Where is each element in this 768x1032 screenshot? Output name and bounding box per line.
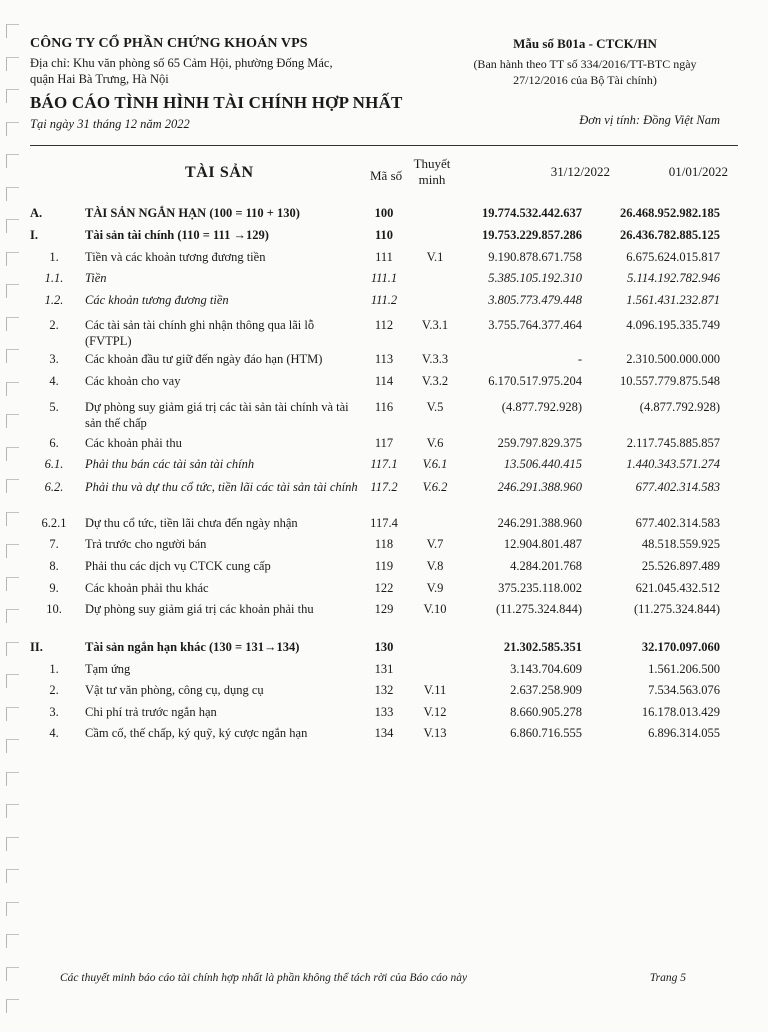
row-label: Chi phí trả trước ngắn hạn	[85, 705, 217, 719]
row-number: 1.2.	[44, 293, 64, 307]
row-label: Tiền và các khoản tương đương tiền	[85, 250, 266, 264]
row-number: 3.	[49, 352, 59, 366]
row-code: 132	[374, 683, 394, 697]
footer-note: Các thuyết minh báo cáo tài chính hợp nhất là phần không thể tách rời của Báo cáo này	[60, 972, 468, 984]
row-code: 110	[374, 228, 394, 242]
row-label: Cầm cố, thế chấp, ký quỹ, ký cược ngắn hạn	[85, 726, 308, 740]
row-number: I.	[30, 228, 38, 242]
row-value-31-12-2022: 4.284.201.768	[510, 559, 582, 573]
row-value-01-01-2022: (11.275.324.844)	[634, 602, 720, 616]
row-code: 122	[374, 581, 394, 595]
row-note: V.11	[423, 683, 447, 697]
row-value-31-12-2022: 6.860.716.555	[510, 726, 582, 740]
form-reference	[450, 36, 720, 88]
row-value-01-01-2022: 7.534.563.076	[648, 683, 720, 697]
row-value-31-12-2022: 3.805.773.479.448	[488, 293, 582, 307]
binder-hole	[6, 609, 19, 623]
row-code: 100	[374, 206, 394, 220]
row-value-31-12-2022: 375.235.118.002	[498, 581, 582, 595]
binder-hole	[6, 772, 19, 786]
row-number: 3.	[49, 705, 59, 719]
binder-hole	[6, 869, 19, 883]
row-value-01-01-2022: 677.402.314.583	[635, 480, 720, 494]
row-value-01-01-2022: 6.675.624.015.817	[626, 250, 720, 264]
row-value-31-12-2022: (11.275.324.844)	[496, 602, 582, 616]
col-header-date-1: 31/12/2022	[550, 164, 610, 179]
row-value-01-01-2022: 4.096.195.335.749	[626, 318, 720, 332]
binder-hole	[6, 674, 19, 688]
row-value-01-01-2022: 677.402.314.583	[635, 516, 720, 530]
page-number: Trang 5	[649, 972, 686, 984]
binder-hole	[6, 447, 19, 461]
row-number: A.	[30, 206, 43, 220]
row-note: V.1	[426, 250, 444, 264]
binder-hole	[6, 382, 19, 396]
row-value-31-12-2022: 5.385.105.192.310	[488, 271, 582, 285]
col-header-date-2: 01/01/2022	[668, 164, 728, 179]
row-value-01-01-2022: 16.178.013.429	[641, 705, 720, 719]
row-number: 1.	[49, 250, 59, 264]
row-value-31-12-2022: 8.660.905.278	[510, 705, 582, 719]
row-value-01-01-2022: 1.440.343.571.274	[626, 457, 720, 471]
binder-hole	[6, 739, 19, 753]
row-note: V.6	[426, 436, 444, 450]
row-code: 114	[374, 374, 394, 388]
binder-hole	[6, 57, 19, 71]
form-note: (Ban hành theo TT số 334/2016/TT-BTC ngày 27/12/2016 của Bộ Tài chính)	[473, 57, 697, 87]
row-code: 117	[374, 436, 394, 450]
binder-hole	[6, 479, 19, 493]
binder-hole	[6, 707, 19, 721]
row-value-01-01-2022: 1.561.431.232.871	[626, 293, 720, 307]
binder-hole	[6, 122, 19, 136]
row-label: Các khoản đầu tư giữ đến ngày đáo hạn (HTM)	[85, 352, 323, 366]
row-label: Tạm ứng	[85, 662, 131, 676]
row-label: Phải thu các dịch vụ CTCK cung cấp	[85, 559, 271, 573]
row-code: 133	[374, 705, 394, 719]
report-title: BÁO CÁO TÌNH HÌNH TÀI CHÍNH HỢP NHẤT	[30, 93, 403, 112]
row-number: 4.	[49, 726, 59, 740]
binder-holes	[6, 24, 24, 1032]
row-value-01-01-2022: (4.877.792.928)	[639, 400, 720, 414]
row-number: 10.	[46, 602, 62, 616]
row-label: Dự thu cổ tức, tiền lãi chưa đến ngày nhận	[85, 516, 298, 530]
row-value-31-12-2022: 6.170.517.975.204	[488, 374, 582, 388]
binder-hole	[6, 512, 19, 526]
row-number: 2.	[49, 318, 59, 332]
row-label: Phải thu bán các tài sản tài chính	[85, 457, 255, 471]
row-value-31-12-2022: 2.637.258.909	[510, 683, 582, 697]
row-value-31-12-2022: 19.753.229.857.286	[482, 228, 582, 242]
row-value-31-12-2022: 19.774.532.442.637	[482, 206, 582, 220]
row-label: Phải thu và dự thu cổ tức, tiền lãi các tài sản tài chính	[85, 480, 358, 494]
row-value-01-01-2022: 621.045.432.512	[635, 581, 720, 595]
row-note: V.13	[423, 726, 447, 740]
binder-hole	[6, 252, 19, 266]
row-label: Các khoản cho vay	[85, 374, 181, 388]
binder-hole	[6, 804, 19, 818]
col-header-code: Mã số	[370, 168, 403, 183]
binder-hole	[6, 999, 19, 1013]
row-value-31-12-2022: 12.904.801.487	[503, 537, 582, 551]
row-code: 111	[375, 250, 393, 264]
row-note: V.8	[426, 559, 444, 573]
row-code: 117.1	[370, 457, 398, 471]
row-code: 131	[374, 662, 394, 676]
row-value-01-01-2022: 1.561.206.500	[648, 662, 720, 676]
row-value-01-01-2022: 2.310.500.000.000	[626, 352, 720, 366]
row-value-01-01-2022: 25.526.897.489	[641, 559, 720, 573]
row-number: 1.	[49, 662, 59, 676]
row-value-01-01-2022: 5.114.192.782.946	[627, 271, 720, 285]
row-label: Tài sản ngắn hạn khác (130 = 131→134)	[85, 640, 300, 654]
row-label: Tài sản tài chính (110 = 111 →129)	[85, 228, 269, 242]
binder-hole	[6, 577, 19, 591]
row-number: 1.1.	[44, 271, 64, 285]
row-value-31-12-2022: 246.291.388.960	[497, 516, 582, 530]
row-code: 111.1	[370, 271, 398, 285]
binder-hole	[6, 219, 19, 233]
row-label: Các tài sản tài chính ghi nhận thông qua lãi lỗ (FVTPL)	[85, 318, 315, 348]
row-number: 9.	[49, 581, 59, 595]
row-value-31-12-2022: 246.291.388.960	[497, 480, 582, 494]
row-label: Dự phòng suy giảm giá trị các tài sản tài chính và tài sản thế chấp	[85, 400, 349, 430]
row-note: V.3.2	[421, 374, 449, 388]
report-date: Tại ngày 31 tháng 12 năm 2022	[30, 117, 190, 131]
row-note: V.3.1	[421, 318, 449, 332]
binder-hole	[6, 544, 19, 558]
binder-hole	[6, 24, 19, 38]
binder-hole	[6, 934, 19, 948]
row-number: 7.	[49, 537, 59, 551]
binder-hole	[6, 642, 19, 656]
row-value-01-01-2022: 26.468.952.982.185	[620, 206, 720, 220]
row-label: TÀI SẢN NGẮN HẠN (100 = 110 + 130)	[85, 206, 300, 220]
binder-hole	[6, 414, 19, 428]
currency-unit: Đơn vị tính: Đồng Việt Nam	[579, 113, 720, 127]
row-number: II.	[30, 640, 43, 654]
binder-hole	[6, 349, 19, 363]
binder-hole	[6, 187, 19, 201]
row-note: V.6.2	[422, 480, 448, 494]
binder-hole	[6, 967, 19, 981]
binder-hole	[6, 902, 19, 916]
row-label: Dự phòng suy giảm giá trị các khoản phải thu	[85, 602, 314, 616]
row-code: 117.4	[370, 516, 398, 530]
binder-hole	[6, 284, 19, 298]
binder-hole	[6, 154, 19, 168]
row-value-01-01-2022: 48.518.559.925	[641, 537, 720, 551]
row-label: Các khoản phải thu	[85, 436, 182, 450]
row-note: V.10	[423, 602, 447, 616]
row-note: V.5	[426, 400, 444, 414]
row-code: 116	[374, 400, 394, 414]
row-number: 6.1.	[44, 457, 64, 471]
row-label: Tiền	[85, 271, 107, 285]
col-header-asset: TÀI SẢN	[185, 164, 254, 181]
row-number: 5.	[49, 400, 59, 414]
row-note: V.3.3	[421, 352, 449, 366]
row-code: 134	[374, 726, 394, 740]
row-label: Các khoản tương đương tiền	[85, 293, 229, 307]
row-code: 117.2	[370, 480, 398, 494]
company-header	[30, 36, 450, 132]
row-value-31-12-2022: 3.755.764.377.464	[488, 318, 582, 332]
row-value-31-12-2022: 259.797.829.375	[497, 436, 582, 450]
row-code: 129	[374, 602, 394, 616]
row-label: Trả trước cho người bán	[85, 537, 207, 551]
company-address: Địa chỉ: Khu văn phòng số 65 Cảm Hội, phường Đống Mác, quận Hai Bà Trưng, Hà Nội	[30, 56, 333, 86]
row-value-01-01-2022: 2.117.745.885.857	[626, 436, 720, 450]
binder-hole	[6, 89, 19, 103]
row-value-31-12-2022: 21.302.585.351	[503, 640, 582, 654]
row-number: 4.	[49, 374, 59, 388]
row-code: 112	[374, 318, 394, 332]
row-number: 6.2.1	[41, 516, 67, 530]
row-number: 6.	[49, 436, 59, 450]
row-code: 111.2	[370, 293, 398, 307]
row-number: 6.2.	[44, 480, 64, 494]
row-code: 118	[374, 537, 394, 551]
company-name: CÔNG TY CỔ PHẦN CHỨNG KHOÁN VPS	[30, 36, 308, 51]
row-code: 130	[374, 640, 394, 654]
row-number: 8.	[49, 559, 59, 573]
row-value-01-01-2022: 10.557.779.875.548	[620, 374, 720, 388]
row-code: 119	[374, 559, 394, 573]
col-header-note: Thuyết minh	[413, 156, 451, 187]
row-value-31-12-2022: 3.143.704.609	[510, 662, 582, 676]
row-value-31-12-2022: -	[577, 352, 582, 366]
row-value-01-01-2022: 6.896.314.055	[648, 726, 720, 740]
row-note: V.9	[426, 581, 444, 595]
row-note: V.7	[426, 537, 444, 551]
row-note: V.12	[423, 705, 447, 719]
row-note: V.6.1	[422, 457, 448, 471]
binder-hole	[6, 317, 19, 331]
row-label: Các khoản phải thu khác	[85, 581, 209, 595]
form-code: Mẫu số B01a - CTCK/HN	[513, 36, 657, 51]
row-value-01-01-2022: 26.436.782.885.125	[620, 228, 720, 242]
row-code: 113	[374, 352, 394, 366]
row-value-31-12-2022: 9.190.878.671.758	[488, 250, 582, 264]
row-number: 2.	[49, 683, 59, 697]
row-value-31-12-2022: (4.877.792.928)	[501, 400, 582, 414]
row-label: Vật tư văn phòng, công cụ, dụng cụ	[85, 683, 264, 697]
table-column-headers	[30, 146, 730, 198]
row-value-01-01-2022: 32.170.097.060	[641, 640, 720, 654]
row-value-31-12-2022: 13.506.440.415	[503, 457, 582, 471]
binder-hole	[6, 837, 19, 851]
